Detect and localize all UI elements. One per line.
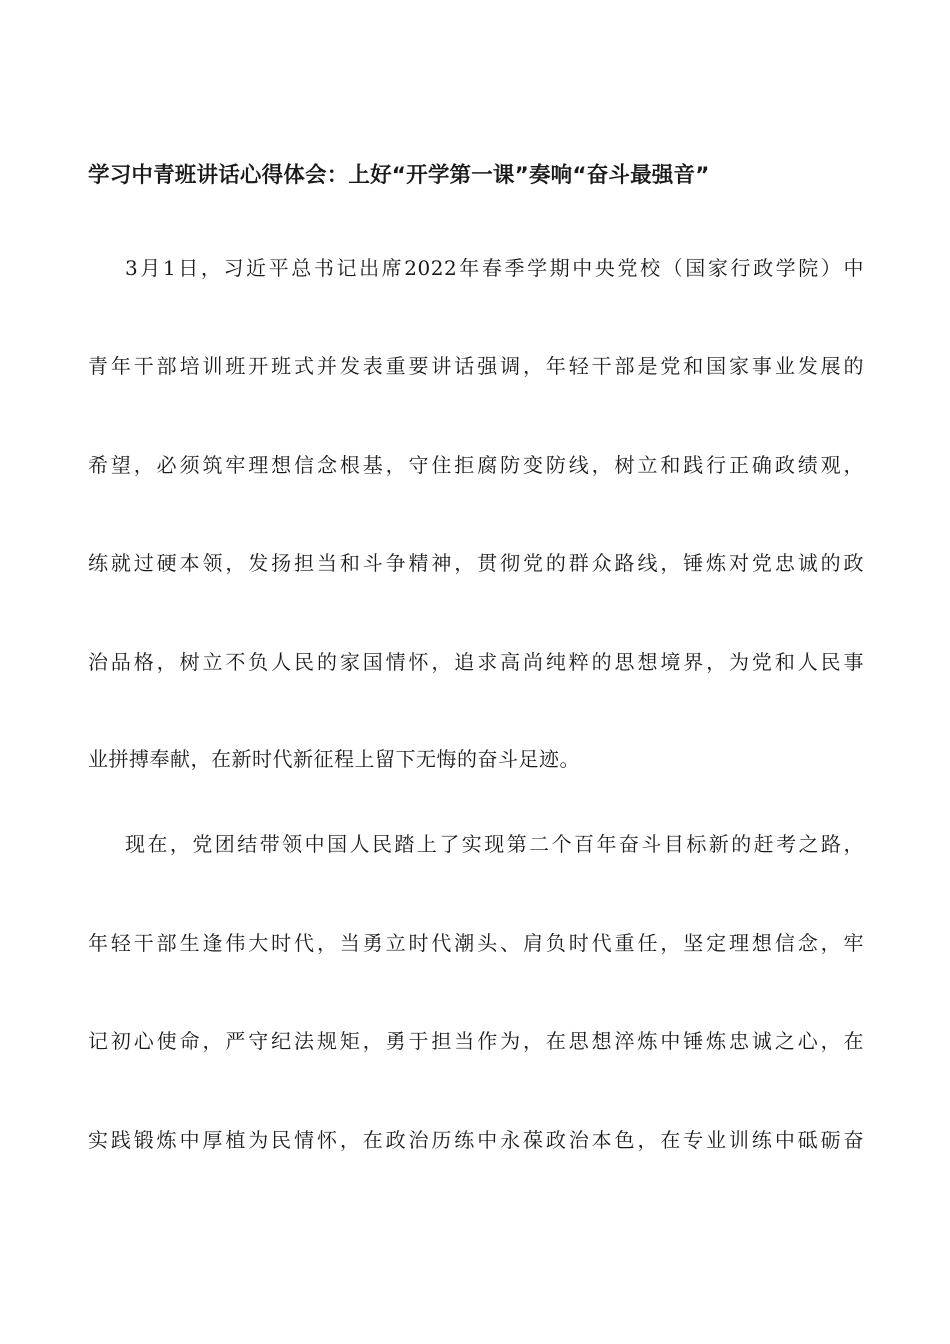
paragraph-2-line-1: 现在，党团结带领中国人民踏上了实现第二个百年奋斗目标新的赶考之路， bbox=[125, 832, 864, 856]
document-title: 学习中青班讲话心得体会：上好“开学第一课”奏响“奋斗最强音” bbox=[88, 163, 710, 188]
paragraph-1-line-3: 希望，必须筑牢理想信念根基，守住拒腐防变防线，树立和践行正确政绩观， bbox=[88, 453, 864, 477]
paragraph-1-line-6: 业拼搏奉献，在新时代新征程上留下无悔的奋斗足迹。 bbox=[88, 747, 580, 771]
paragraph-2-line-4: 实践锻炼中厚植为民情怀，在政治历练中永葆政治本色，在专业训练中砥砺奋 bbox=[88, 1128, 864, 1152]
paragraph-1-line-4: 练就过硬本领，发扬担当和斗争精神，贯彻党的群众路线，锤炼对党忠诚的政 bbox=[88, 551, 864, 575]
paragraph-2-line-2: 年轻干部生逢伟大时代，当勇立时代潮头、肩负时代重任，坚定理想信念，牢 bbox=[88, 931, 864, 955]
paragraph-1-line-1: 3月1日，习近平总书记出席2022年春季学期中央党校（国家行政学院）中 bbox=[125, 256, 864, 280]
paragraph-2-line-3: 记初心使命，严守纪法规矩，勇于担当作为，在思想淬炼中锤炼忠诚之心，在 bbox=[88, 1029, 864, 1053]
paragraph-1-line-2: 青年干部培训班开班式并发表重要讲话强调，年轻干部是党和国家事业发展的 bbox=[88, 354, 864, 378]
paragraph-1-line-5: 治品格，树立不负人民的家国情怀，追求高尚纯粹的思想境界，为党和人民事 bbox=[88, 650, 864, 674]
